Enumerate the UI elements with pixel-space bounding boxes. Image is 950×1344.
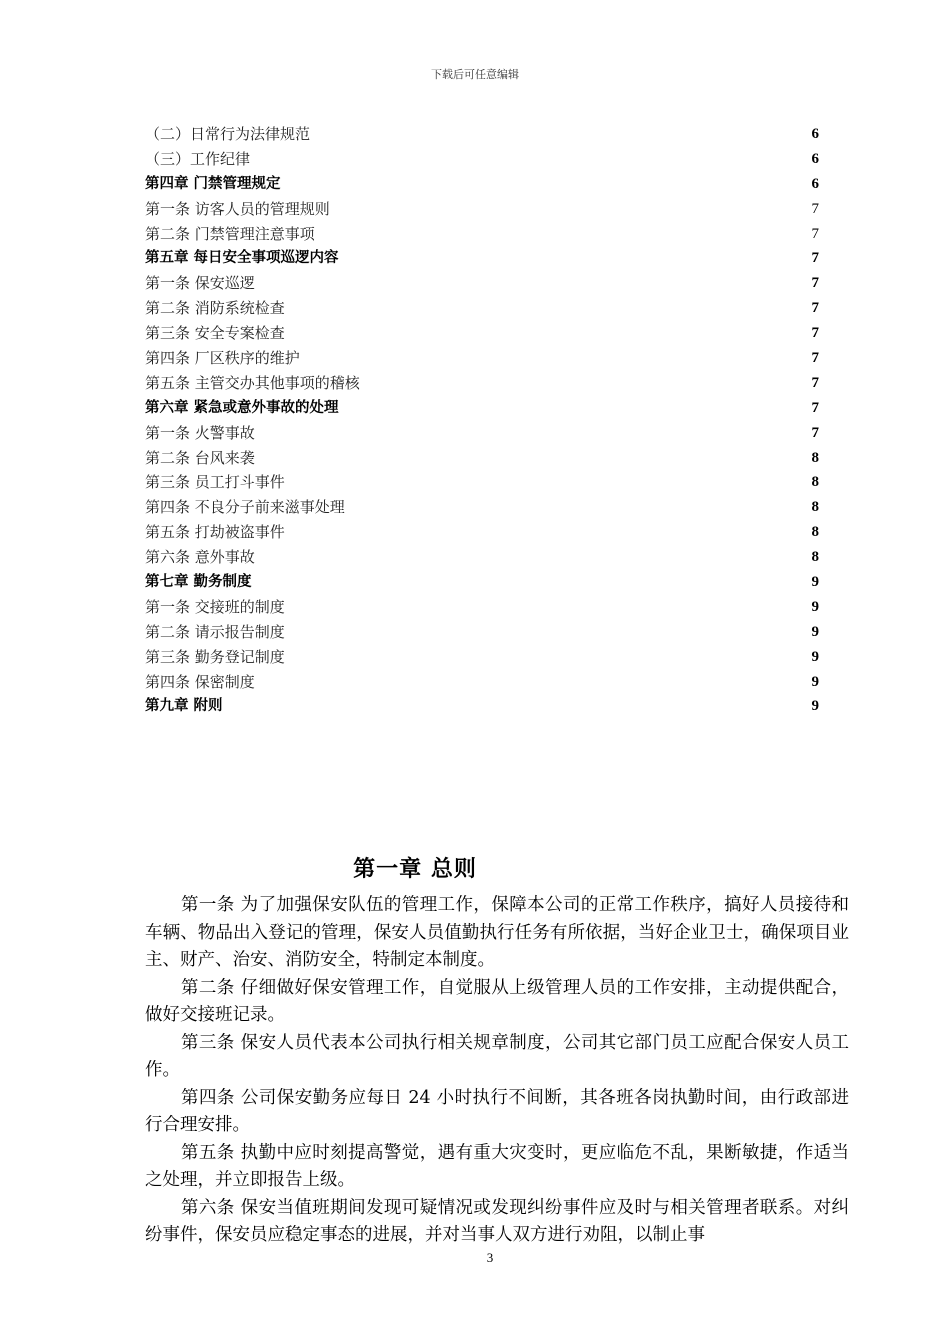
toc-entry-page: 8 bbox=[811, 524, 819, 541]
toc-entry-page: 7 bbox=[811, 350, 819, 367]
toc-entry[interactable] bbox=[145, 197, 825, 222]
toc-entry[interactable] bbox=[145, 620, 825, 645]
toc-entry-title: 第九章 附则 bbox=[145, 698, 223, 715]
toc-entry-page: 7 bbox=[811, 325, 819, 342]
toc-entry[interactable] bbox=[145, 296, 825, 321]
toc-entry-page: 7 bbox=[811, 275, 819, 292]
toc-entry-page: 8 bbox=[811, 549, 819, 566]
toc-entry[interactable] bbox=[145, 147, 825, 172]
toc-entry-title: 第一条 交接班的制度 bbox=[145, 597, 285, 616]
toc-entry-page: 9 bbox=[811, 598, 819, 615]
toc-entry[interactable] bbox=[145, 122, 825, 147]
toc-entry-title: 第七章 勤务制度 bbox=[145, 574, 252, 591]
toc-entry-page: 6 bbox=[811, 175, 819, 192]
toc-entry-title: 第四条 不良分子前来滋事处理 bbox=[145, 498, 345, 517]
toc-entry[interactable] bbox=[145, 470, 825, 495]
toc-entry-title: 第一条 火警事故 bbox=[145, 423, 255, 442]
toc-entry-page: 7 bbox=[811, 424, 819, 441]
toc-entry-title: 第五章 每日安全事项巡逻内容 bbox=[145, 250, 339, 267]
article-paragraph: 第三条 保安人员代表本公司执行相关规章制度，公司其它部门员工应配合保安人员工作。 bbox=[145, 1032, 849, 1080]
chapter-title: 第一章 总则 bbox=[353, 857, 477, 882]
toc-chapter-entry[interactable] bbox=[145, 172, 825, 197]
toc-entry[interactable] bbox=[145, 495, 825, 520]
page-number: 3 bbox=[486, 1250, 494, 1265]
toc-entry-title: 第三条 勤务登记制度 bbox=[145, 647, 285, 666]
toc-entry-title: 第五条 主管交办其他事项的稽核 bbox=[145, 373, 360, 392]
toc-entry-title: 第三条 员工打斗事件 bbox=[145, 473, 285, 492]
article-paragraph: 第一条 为了加强保安队伍的管理工作，保障本公司的正常工作秩序，搞好人员接待和车辆、物品出入登记的管理，保安人员值勤执行任务有所依据，当好企业卫士，确保项目业主、财产、治安、消防安全，特制定本制度。 bbox=[145, 895, 849, 970]
toc-entry-page: 8 bbox=[811, 449, 819, 466]
toc-chapter-entry[interactable] bbox=[145, 246, 825, 271]
toc-entry-page: 9 bbox=[811, 698, 819, 715]
toc-entry-page: 9 bbox=[811, 648, 819, 665]
toc-entry[interactable] bbox=[145, 520, 825, 545]
toc-entry-title: 第二条 请示报告制度 bbox=[145, 622, 285, 641]
toc-entry-page: 8 bbox=[811, 474, 819, 491]
toc-entry[interactable] bbox=[145, 271, 825, 296]
toc-entry-title: （三）工作纪律 bbox=[145, 149, 251, 168]
toc-entry-page: 8 bbox=[811, 499, 819, 516]
toc-entry-title: 第二条 台风来袭 bbox=[145, 448, 255, 467]
article-paragraph: 第四条 公司保安勤务应每日 24 小时执行不间断，其各班各岗执勤时间，由行政部进行合理安排。 bbox=[145, 1087, 849, 1135]
toc-entry[interactable] bbox=[145, 421, 825, 446]
toc-entry[interactable] bbox=[145, 545, 825, 570]
toc-entry[interactable] bbox=[145, 346, 825, 371]
article-paragraph: 第五条 执勤中应时刻提高警觉，遇有重大灾变时，更应临危不乱，果断敏捷，作适当之处理，并立即报告上级。 bbox=[145, 1142, 849, 1190]
toc-entry-page: 7 bbox=[811, 374, 819, 391]
toc-chapter-entry[interactable] bbox=[145, 396, 825, 421]
toc-entry[interactable] bbox=[145, 595, 825, 620]
toc-entry-title: 第六章 紧急或意外事故的处理 bbox=[145, 399, 339, 416]
toc-entry[interactable] bbox=[145, 645, 825, 670]
toc-entry-page: 6 bbox=[811, 126, 819, 142]
body-text bbox=[145, 892, 849, 1250]
article-paragraph: 第二条 仔细做好保安管理工作，自觉服从上级管理人员的工作安排，主动提供配合，做好交接班记录。 bbox=[145, 977, 849, 1025]
toc-entry[interactable] bbox=[145, 670, 825, 695]
toc-entry-page: 6 bbox=[811, 150, 819, 167]
toc-entry-title: 第二条 消防系统检查 bbox=[145, 299, 285, 318]
toc-entry-page: 9 bbox=[811, 673, 819, 690]
toc-entry-title: 第四章 门禁管理规定 bbox=[145, 175, 281, 192]
toc-entry-title: 第二条 门禁管理注意事项 bbox=[145, 224, 315, 243]
toc-entry-page: 7 bbox=[811, 300, 819, 317]
toc-entry-page: 7 bbox=[811, 200, 819, 217]
toc-entry-title: （二）日常行为法律规范 bbox=[145, 125, 311, 143]
toc-entry-title: 第四条 保密制度 bbox=[145, 672, 255, 691]
toc-entry-title: 第一条 访客人员的管理规则 bbox=[145, 199, 330, 218]
toc-entry-page: 7 bbox=[811, 250, 819, 267]
toc-entry[interactable] bbox=[145, 321, 825, 346]
toc-entry[interactable] bbox=[145, 446, 825, 471]
toc-entry[interactable] bbox=[145, 222, 825, 247]
toc-entry-title: 第四条 厂区秩序的维护 bbox=[145, 349, 300, 368]
toc-entry-page: 7 bbox=[811, 225, 819, 242]
toc-entry[interactable] bbox=[145, 371, 825, 396]
page-header: 下载后可任意编辑 bbox=[431, 68, 519, 81]
table-of-contents bbox=[145, 122, 825, 719]
toc-entry-page: 9 bbox=[811, 574, 819, 591]
toc-entry-page: 7 bbox=[811, 399, 819, 416]
toc-chapter-entry[interactable] bbox=[145, 694, 825, 719]
toc-entry-title: 第一条 保安巡逻 bbox=[145, 274, 255, 293]
toc-entry-title: 第三条 安全专案检查 bbox=[145, 324, 285, 343]
article-paragraph: 第六条 保安当值班期间发现可疑情况或发现纠纷事件应及时与相关管理者联系。对纠纷事件，保安员应稳定事态的进展，并对当事人双方进行劝阻，以制止事 bbox=[145, 1197, 849, 1245]
toc-entry-page: 9 bbox=[811, 623, 819, 640]
toc-entry-title: 第六条 意外事故 bbox=[145, 548, 255, 567]
toc-entry-title: 第五条 打劫被盗事件 bbox=[145, 523, 285, 542]
toc-chapter-entry[interactable] bbox=[145, 570, 825, 595]
